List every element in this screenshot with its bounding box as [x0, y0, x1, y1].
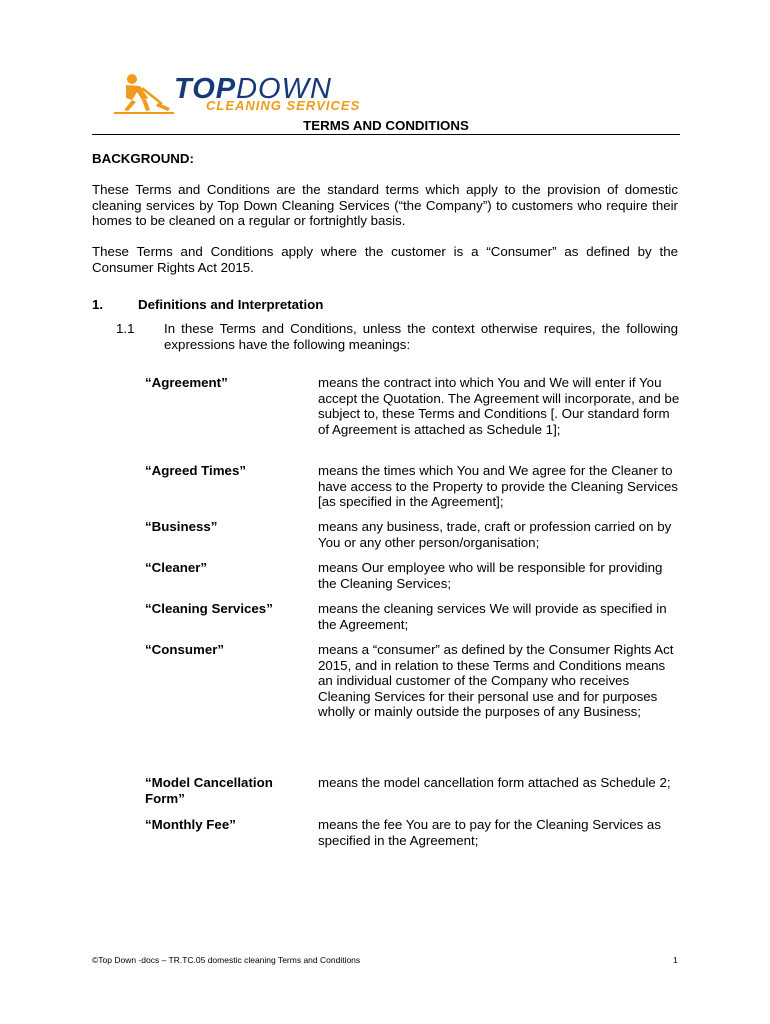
- definition-meaning: means Our employee who will be responsible for providing the Cleaning Services;: [318, 560, 663, 591]
- definition-meaning: means the contract into which You and We will enter if You accept the Quotation. The Agreement will incorporate, and be subject to, these Terms and Conditions [. Our standard form of Agreement is attached as Schedule 1];: [318, 375, 680, 437]
- definition-term: “Cleaning Services”: [145, 601, 273, 616]
- definition-term: “Agreed Times”: [145, 463, 246, 478]
- definition-term: “Consumer”: [145, 642, 225, 657]
- definition-meaning: means any business, trade, craft or profession carried on by You or any other person/organisation;: [318, 519, 672, 550]
- page-number: 1: [673, 955, 678, 965]
- logo-word-top: TOP: [174, 73, 237, 105]
- title-divider: [92, 134, 680, 135]
- definition-term: “Model Cancellation Form”: [145, 775, 273, 806]
- subsection-text: In these Terms and Conditions, unless the context otherwise requires, the following expressions have the following meanings:: [164, 321, 678, 352]
- definition-term: “Business”: [145, 519, 218, 534]
- background-paragraph-1: These Terms and Conditions are the standard terms which apply to the provision of domestic cleaning services by Top Down Cleaning Services (“the Company”) to customers who require their homes to be cleaned on a regular or fortnightly basis.: [92, 182, 678, 229]
- definition-meaning: means the cleaning services We will provide as specified in the Agreement;: [318, 601, 667, 632]
- definition-term: “Agreement”: [145, 375, 228, 390]
- document-title: TERMS AND CONDITIONS: [303, 118, 469, 133]
- page-footer: ©Top Down -docs – TR.TC.05 domestic cleaning Terms and Conditions: [92, 955, 361, 965]
- definition-term: “Cleaner”: [145, 560, 208, 575]
- background-heading: BACKGROUND:: [92, 151, 194, 166]
- background-paragraph-2: These Terms and Conditions apply where the customer is a “Consumer” as defined by the Consumer Rights Act 2015.: [92, 244, 678, 275]
- definition-term: “Monthly Fee”: [145, 817, 236, 832]
- section-title: Definitions and Interpretation: [138, 297, 324, 312]
- definition-meaning: means the times which You and We agree for the Cleaner to have access to the Property to provide the Cleaning Services [as specified in the Agreement];: [318, 463, 678, 510]
- subsection-number: 1.1: [116, 321, 135, 336]
- logo-word-down: DOWN: [236, 73, 332, 105]
- section-number: 1.: [92, 297, 104, 312]
- definition-meaning: means the fee You are to pay for the Cleaning Services as specified in the Agreement;: [318, 817, 661, 848]
- company-logo: [112, 70, 402, 116]
- logo-tagline: CLEANING SERVICES: [206, 98, 361, 113]
- cleaner-figure-icon: [112, 70, 176, 114]
- definition-meaning: means a “consumer” as defined by the Consumer Rights Act 2015, and in relation to these Terms and Conditions means an individual customer of the Company who receives Cleaning Services for their personal use and for purposes wholly or mainly outside the purposes of any Business;: [318, 642, 674, 720]
- definition-meaning: means the model cancellation form attached as Schedule 2;: [318, 775, 671, 790]
